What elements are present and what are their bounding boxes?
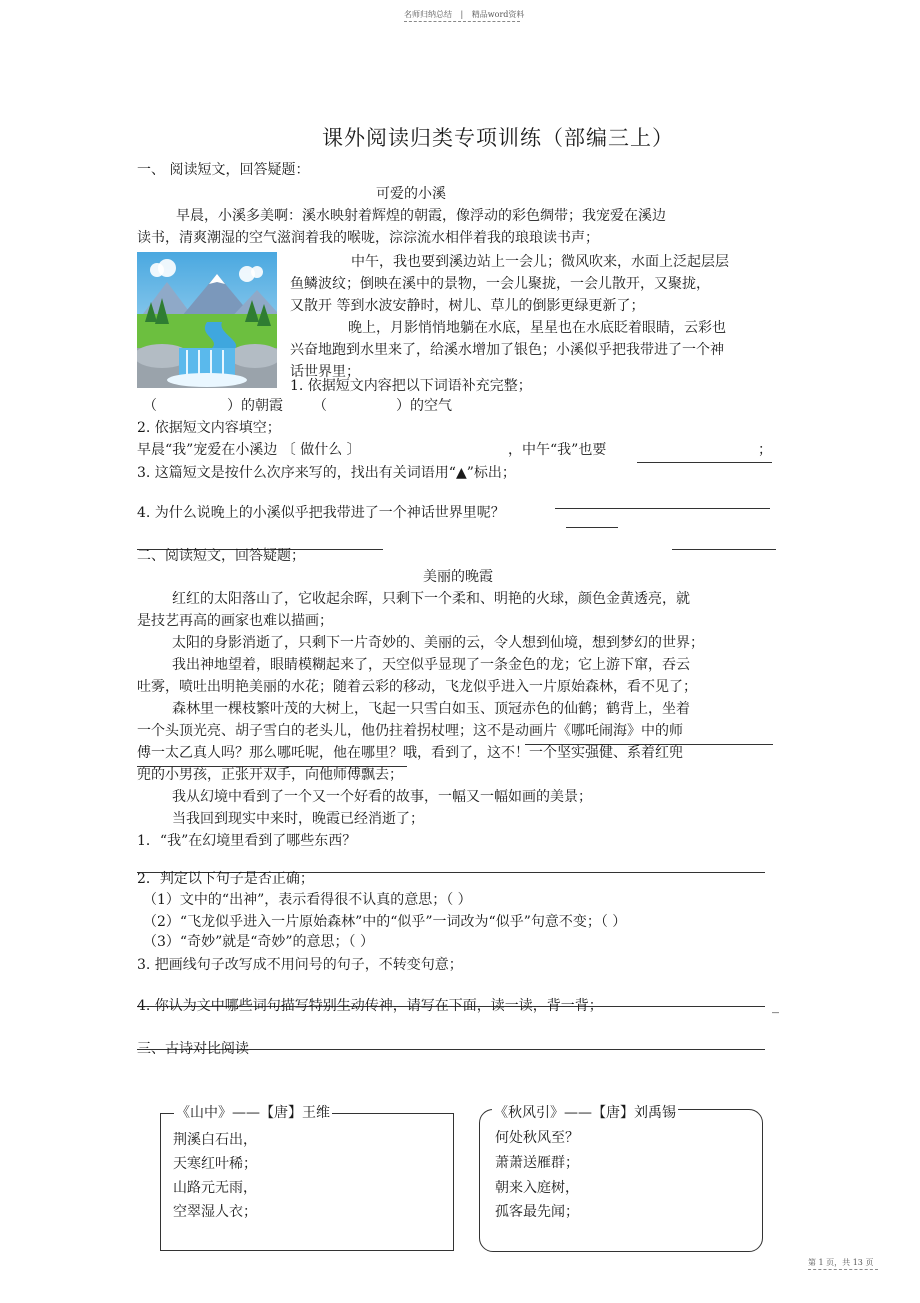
s2-q2-item: （1）文中的“出神”，表示看得很不认真的意思；（ ） bbox=[143, 892, 472, 908]
passage1-line: 又散开 等到水波安静时，树儿、草儿的倒影更绿更新了； bbox=[290, 298, 645, 314]
section1-heading: 一、 阅读短文，回答疑题： bbox=[137, 162, 310, 178]
s2-q2-item: （3）“奇妙”就是“奇妙”的意思；（ ） bbox=[143, 934, 374, 950]
passage2-line: 森林里一棵枝繁叶茂的大树上，飞起一只雪白如玉、顶冠赤色的仙鹤；鹤背上，坐着 bbox=[172, 701, 690, 717]
s2-question-1: 1．“我”在幻境里看到了哪些东西？ bbox=[137, 833, 357, 849]
poem2-line: 孤客最先闻； bbox=[495, 1204, 579, 1220]
passage2-line: 傅一太乙真人吗？那么哪吒呢，他在哪里？哦，看到了，这不！一个坚实强健、系着红兜 bbox=[137, 745, 683, 761]
poem1-line: 山路元无雨， bbox=[173, 1180, 257, 1196]
s2-question-3: 3. 把画线句子改写成不用问号的句子，不转变句意； bbox=[137, 957, 463, 973]
answer-line bbox=[555, 508, 770, 509]
footer-divider bbox=[808, 1269, 878, 1270]
passage1-line: 鱼鳞波纹；倒映在溪中的景物，一会儿聚拢，一会儿散开，又聚拢， bbox=[290, 276, 710, 292]
passage1-line: 早晨，小溪多美啊：溪水映射着辉煌的朝霞，像浮动的彩色绸带；我宠爱在溪边 bbox=[176, 208, 666, 224]
passage2-line: 红红的太阳落山了，它收起余晖，只剩下一个柔和、明艳的火球，颜色金黄透亮，就 bbox=[172, 591, 690, 607]
s1-q2-end: ； bbox=[758, 442, 772, 458]
passage2-line: 吐雾，喷吐出明艳美丽的水花；随着云彩的移动，飞龙似乎进入一片原始森林，看不见了； bbox=[137, 679, 697, 695]
passage1-line: 读书，清爽潮湿的空气滋润着我的喉咙，淙淙流水相伴着我的琅琅读书声； bbox=[137, 230, 599, 246]
page-header bbox=[404, 9, 524, 20]
answer-line bbox=[566, 527, 618, 528]
poem2-line: 萧萧送雁群； bbox=[495, 1155, 579, 1171]
stream-illustration bbox=[137, 252, 277, 388]
s1-q2-line: 早晨“我”宠爱在小溪边 〔 做什么 〕 bbox=[137, 442, 361, 458]
passage2-line: 太阳的身影消逝了，只剩下一片奇妙的、美丽的云，令人想到仙境，想到梦幻的世界； bbox=[172, 635, 704, 651]
poem2-line: 朝来入庭树， bbox=[495, 1180, 579, 1196]
passage1-line: 晚上，月影悄悄地躺在水底，星星也在水底眨着眼睛，云彩也 bbox=[348, 320, 726, 336]
header-label: 精品word资料 bbox=[471, 10, 525, 19]
section3-heading: 三、古诗对比阅读 bbox=[137, 1041, 249, 1057]
passage2-title: 美丽的晚霞 bbox=[423, 569, 493, 585]
poem1-title: 《山中》——【唐】王维 bbox=[176, 1105, 330, 1121]
poem2-title: 《秋风引》——【唐】刘禹锡 bbox=[494, 1105, 676, 1121]
s1-q1-blank-b-open: （ bbox=[313, 398, 327, 414]
s1-q1-blank-a-open: （ bbox=[143, 398, 157, 414]
s1-q2-mid: ，中午“我”也要 bbox=[508, 442, 607, 458]
s1-question-1: 1. 依据短文内容把以下词语补充完整； bbox=[290, 378, 532, 394]
passage2-line: 当我回到现实中来时，晚霞已经消逝了； bbox=[172, 811, 424, 827]
answer-line bbox=[637, 462, 772, 463]
passage1-line: 中午，我也要到溪边站上一会儿；微风吹来，水面上泛起层层 bbox=[351, 254, 729, 270]
s1-q1-blank-b-close: ）的空气 bbox=[396, 398, 452, 414]
s2-question-2: 2．判定以下句子是否正确； bbox=[137, 871, 314, 887]
passage1-line: 话世界里； bbox=[290, 364, 360, 380]
passage2-line: 是技艺再高的画家也难以描画； bbox=[137, 613, 333, 629]
page-number: 第 1 页，共 13 页 bbox=[808, 1258, 874, 1267]
s1-question-4: 4. 为什么说晚上的小溪似乎把我带进了一个神话世界里呢？ bbox=[137, 505, 505, 521]
s2-q2-item: （2）“飞龙似乎进入一片原始森林”中的“似乎”一词改为“似乎”句意不变；（ ） bbox=[143, 914, 627, 930]
answer-line bbox=[672, 549, 776, 550]
passage2-line: 我从幻境中看到了一个又一个好看的故事，一幅又一幅如画的美景； bbox=[172, 789, 592, 805]
page-title: 课外阅读归类专项训练（部编三上） bbox=[322, 126, 674, 150]
poem1-line: 荆溪白石出， bbox=[173, 1132, 257, 1148]
s1-q1-blank-a-close: ）的朝霞 bbox=[227, 398, 283, 414]
underline-mark bbox=[137, 766, 407, 767]
s2-q4-tail: _ bbox=[772, 998, 779, 1014]
underline-mark bbox=[525, 744, 773, 745]
header-divider bbox=[404, 21, 520, 22]
passage2-line: 我出神地望着，眼睛模糊起来了，天空似乎显现了一条金色的龙；它上游下窜，吞云 bbox=[172, 657, 690, 673]
header-source: 名师归纳总结 bbox=[404, 10, 452, 19]
poem1-line: 空翠湿人衣； bbox=[173, 1204, 257, 1220]
passage1-line: 兴奋地跑到水里来了，给溪水增加了银色；小溪似乎把我带进了一个神 bbox=[290, 342, 724, 358]
poem2-line: 何处秋风至？ bbox=[495, 1130, 579, 1146]
s1-question-3: 3. 这篇短文是按什么次序来写的，找出有关词语用“▲”标出； bbox=[137, 465, 516, 481]
passage1-title: 可爱的小溪 bbox=[376, 186, 446, 202]
poem1-line: 天寒红叶稀； bbox=[173, 1156, 257, 1172]
s1-question-2: 2. 依据短文内容填空； bbox=[137, 420, 281, 436]
passage2-line: 一个头顶光亮、胡子雪白的老头儿，他仍拄着拐杖哩；这不是动画片《哪吒闹海》中的师 bbox=[137, 723, 683, 739]
section2-heading: 二、阅读短文，回答疑题； bbox=[137, 548, 305, 564]
passage2-line: 兜的小男孩，正张开双手，向他师傅飘去； bbox=[137, 767, 403, 783]
s2-question-4: 4. 你认为文中哪些词句描写特别生动传神，请写在下面，读一读，背一背； bbox=[137, 998, 603, 1014]
header-separator: | bbox=[460, 10, 464, 19]
